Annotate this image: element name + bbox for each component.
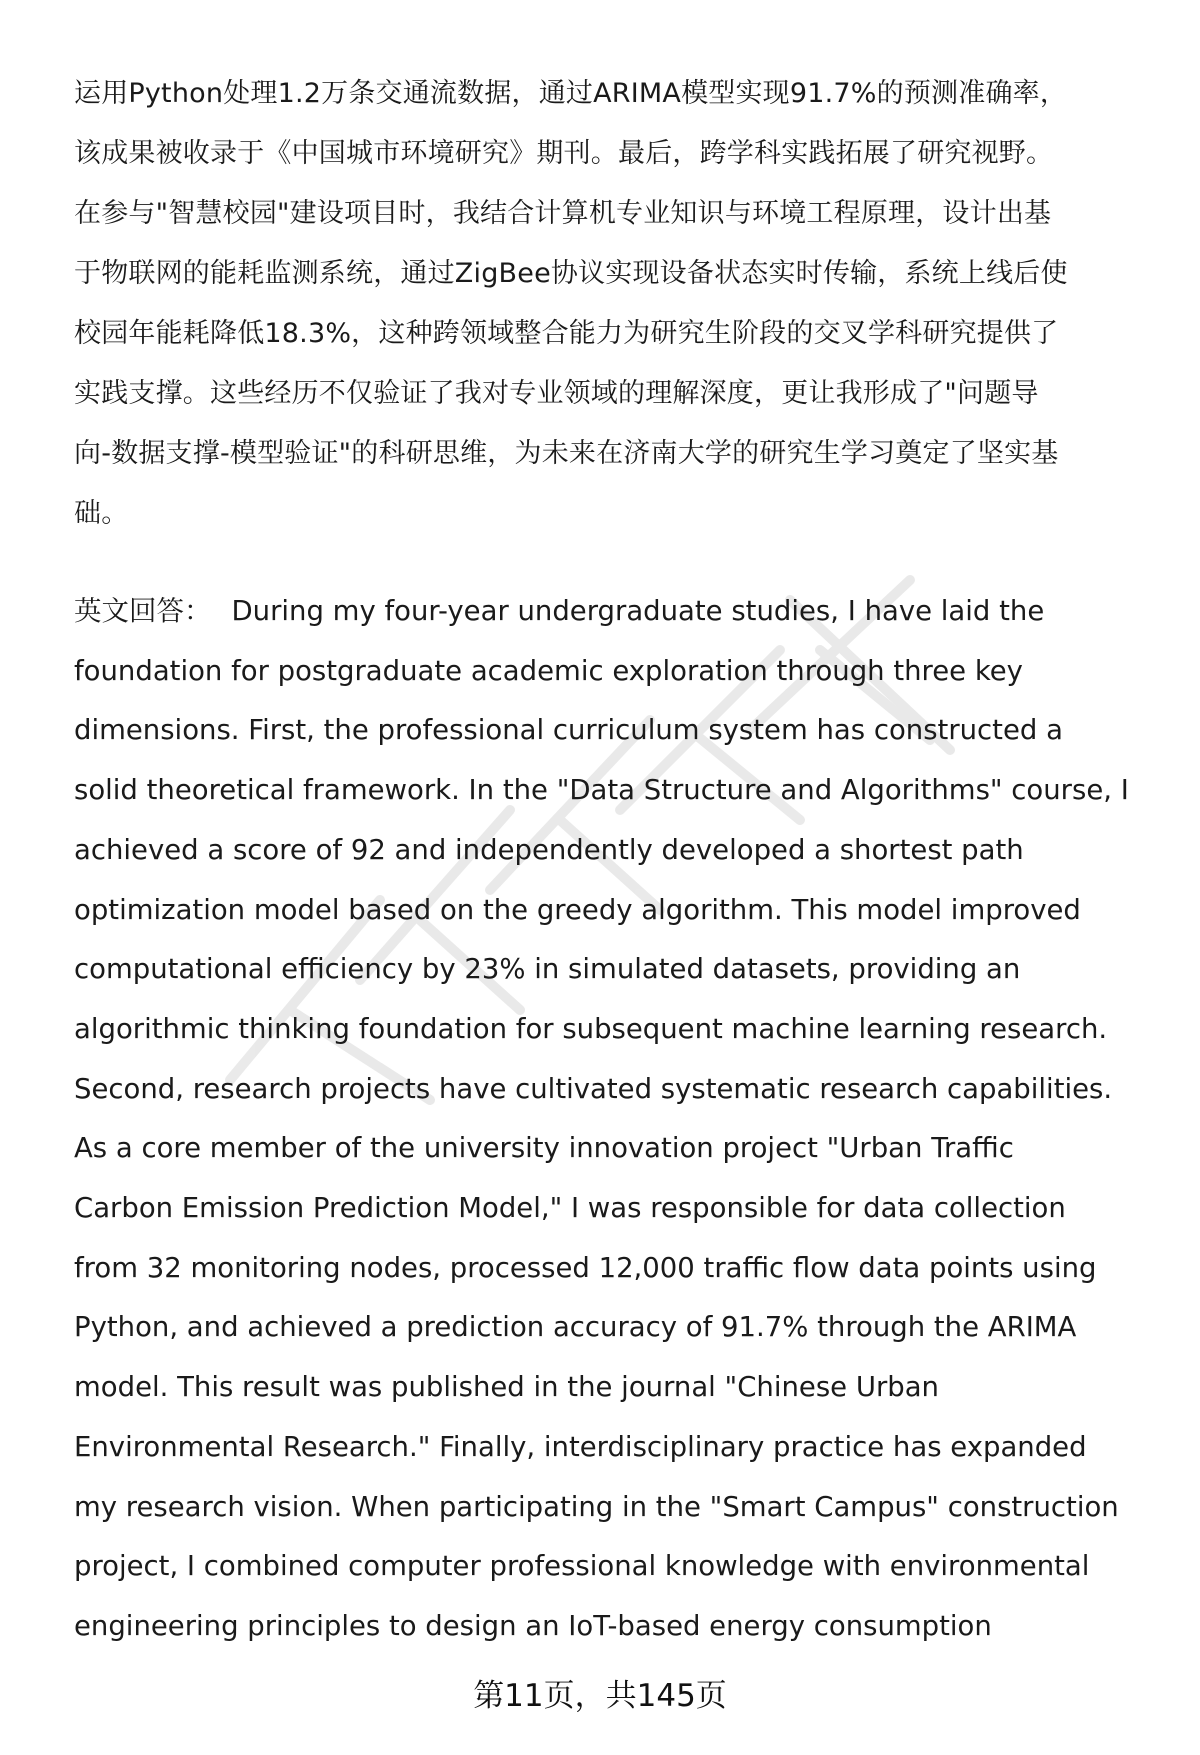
english-text-line: As a core member of the university innovation project "Urban Traffic [74, 1132, 1014, 1165]
english-answer-lines [74, 642, 1164, 1657]
english-text-line: Carbon Emission Prediction Model," I was responsible for data collection [74, 1192, 1066, 1225]
chinese-text-line: 运用Python处理1.2万条交通流数据，通过ARIMA模型实现91.7%的预测准确率， [74, 78, 1068, 109]
english-text-line: Second, research projects have cultivated systematic research capabilities. [74, 1072, 1113, 1105]
english-text-line: model. This result was published in the journal "Chinese Urban [74, 1371, 939, 1404]
english-text-line: optimization model based on the greedy algorithm. This model improved [74, 893, 1081, 926]
page-footer [0, 1676, 1200, 1716]
paragraph-gap [74, 544, 1164, 582]
english-text-line: Python, and achieved a prediction accuracy of 91.7% through the ARIMA [74, 1311, 1077, 1344]
page-number-label: 第11页，共145页 [473, 1678, 727, 1714]
english-answer-label: 英文回答： [74, 595, 212, 627]
chinese-text-line: 于物联网的能耗监测系统，通过ZigBee协议实现设备状态实时传输，系统上线后使 [74, 258, 1068, 289]
english-text-line: achieved a score of 92 and independently developed a shortest path [74, 833, 1024, 866]
chinese-text-line: 向-数据支撑-模型验证"的科研思维，为未来在济南大学的研究生学习奠定了坚实基 [74, 438, 1059, 469]
chinese-text-line: 在参与"智慧校园"建设项目时，我结合计算机专业知识与环境工程原理，设计出基 [74, 198, 1052, 229]
english-text-line: computational efficiency by 23% in simulated datasets, providing an [74, 953, 1021, 986]
english-answer-first-line [74, 582, 1164, 642]
english-text-line: Environmental Research." Finally, interdisciplinary practice has expanded [74, 1430, 1087, 1463]
chinese-text-line: 实践支撑。这些经历不仅验证了我对专业领域的理解深度，更让我形成了"问题导 [74, 378, 1039, 409]
english-text-line: from 32 monitoring nodes, processed 12,000 traffic flow data points using [74, 1251, 1097, 1284]
chinese-text-line: 础。 [74, 498, 129, 529]
english-text-line: solid theoretical framework. In the "Data Structure and Algorithms" course, I [74, 774, 1129, 807]
english-answer-first-text: During my four-year undergraduate studies, I have laid the [231, 595, 1045, 627]
english-text-line: algorithmic thinking foundation for subsequent machine learning research. [74, 1012, 1108, 1045]
english-text-line: dimensions. First, the professional curriculum system has constructed a [74, 714, 1063, 747]
english-text-line: project, I combined computer professional knowledge with environmental [74, 1550, 1090, 1583]
english-answer-paragraph [74, 582, 1164, 1657]
content-area [74, 64, 1164, 1657]
english-text-line: foundation for postgraduate academic exploration through three key [74, 654, 1023, 687]
chinese-paragraph [74, 64, 1164, 544]
chinese-text-line: 该成果被收录于《中国城市环境研究》期刊。最后，跨学科实践拓展了研究视野。 [74, 138, 1054, 169]
english-text-line: my research vision. When participating in the "Smart Campus" construction [74, 1490, 1119, 1523]
english-text-line: engineering principles to design an IoT-based energy consumption [74, 1609, 992, 1642]
chinese-text-line: 校园年能耗降低18.3%，这种跨领域整合能力为研究生阶段的交叉学科研究提供了 [74, 318, 1059, 349]
